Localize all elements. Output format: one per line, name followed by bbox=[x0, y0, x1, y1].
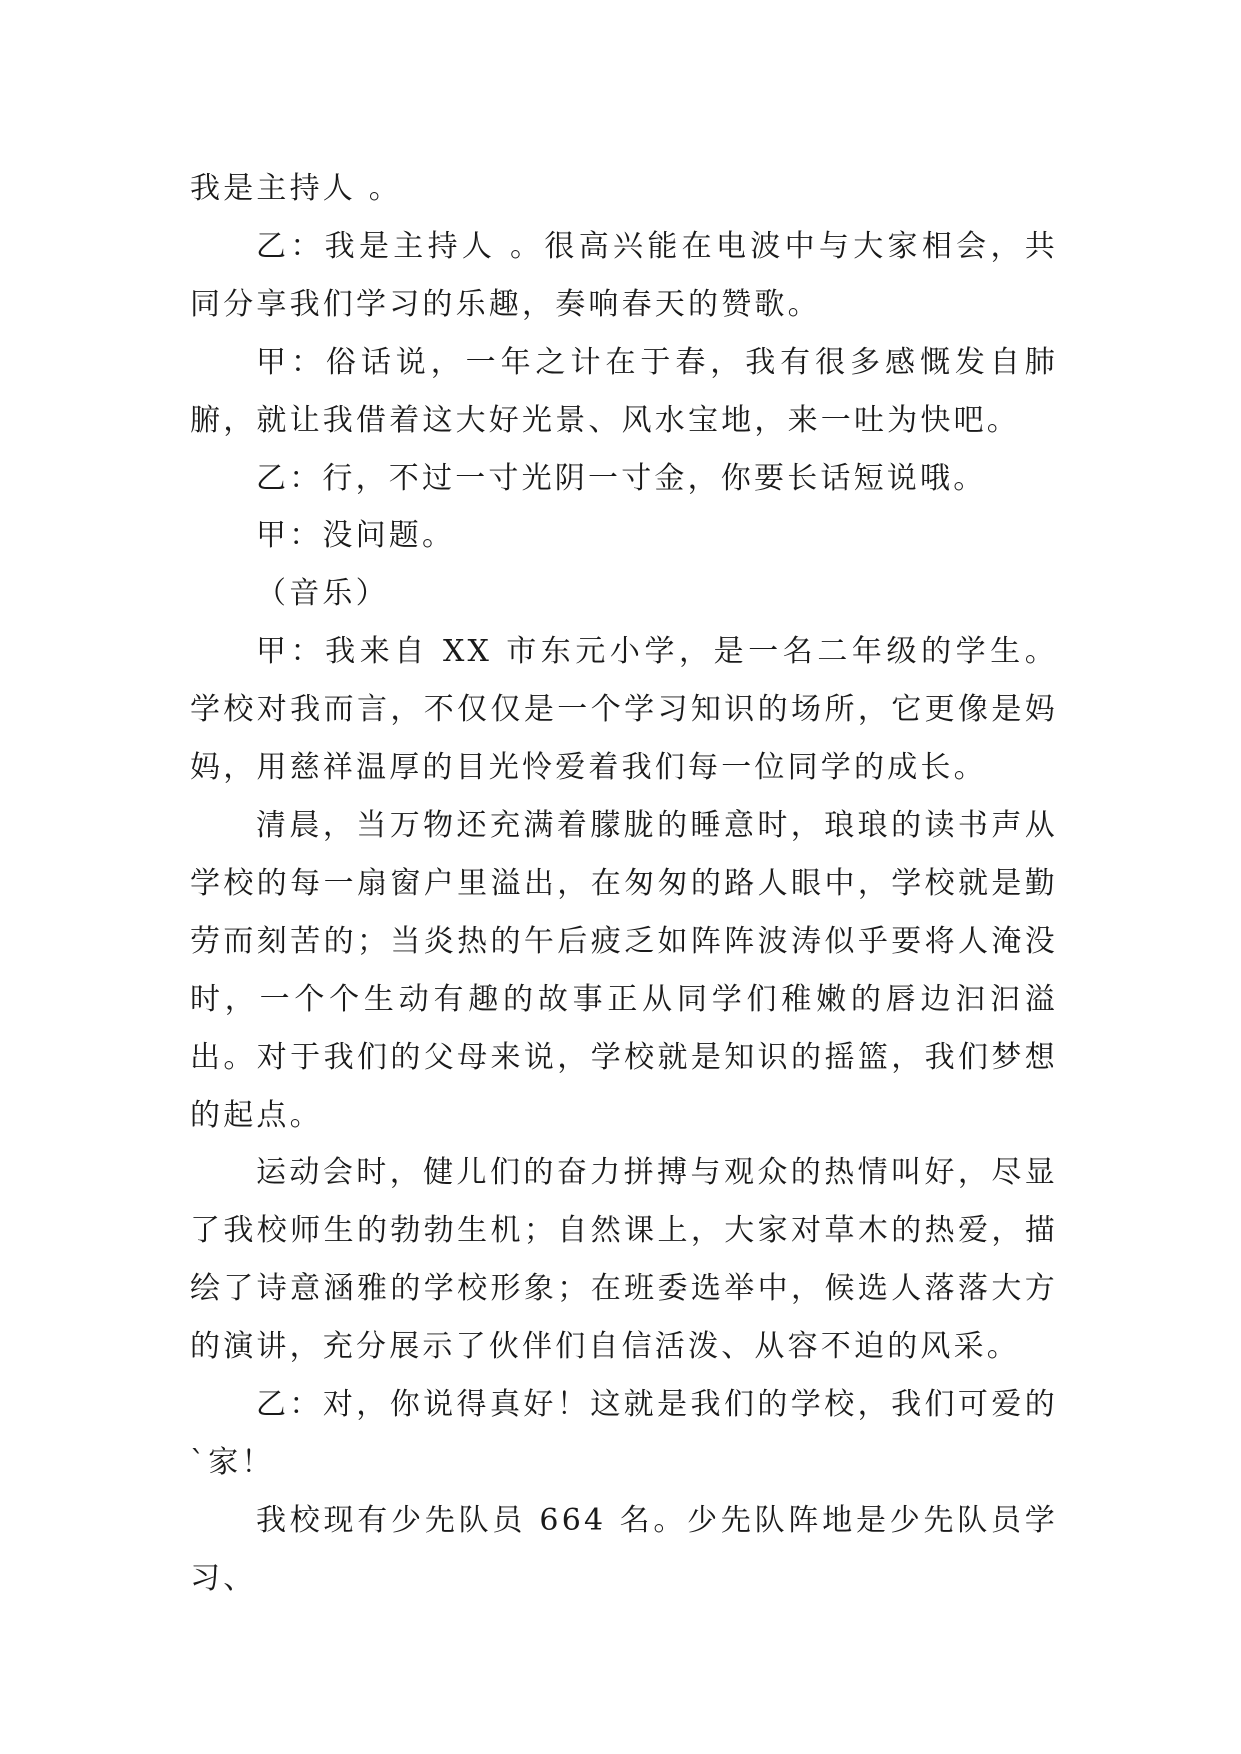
paragraph: 甲：没问题。 bbox=[256, 518, 456, 554]
paragraph: 我是主持人 。 bbox=[190, 171, 402, 206]
paragraph: 乙：行，不过一寸光阴一寸金，你要长话短说哦。 bbox=[256, 460, 987, 496]
paragraph: 乙：我是主持人 。很高兴能在电波中与大家相会，共同分享我们学习的乐趣，奏响春天的赞歌。 bbox=[190, 228, 1058, 322]
paragraph: 甲：俗话说，一年之计在于春，我有很多感慨发自肺腑，就让我借着这大好光景、风水宝地，来一吐为快吧。 bbox=[190, 344, 1058, 438]
document-body bbox=[190, 160, 1058, 1608]
paragraph: 乙：对，你说得真好！这就是我们的学校，我们可爱的`家！ bbox=[190, 1387, 1058, 1480]
paragraph: 甲：我来自 XX 市东元小学，是一名二年级的学生。学校对我而言，不仅仅是一个学习知识的场所，它更像是妈妈，用慈祥温厚的目光怜爱着我们每一位同学的成长。 bbox=[190, 634, 1058, 786]
paragraph: 我校现有少先队员 664 名。少先队阵地是少先队员学习、 bbox=[190, 1502, 1058, 1596]
paragraph: 清晨，当万物还充满着朦胧的睡意时，琅琅的读书声从学校的每一扇窗户里溢出，在匆匆的路人眼中，学校就是勤劳而刻苦的；当炎热的午后疲乏如阵阵波涛似乎要将人淹没时，一个个生动有趣的故事正从同学们稚嫩的唇边汩汩溢出。对于我们的父母来说，学校就是知识的摇篮，我们梦想的起点。 bbox=[190, 807, 1058, 1133]
paragraph: 运动会时，健儿们的奋力拼搏与观众的热情叫好，尽显了我校师生的勃勃生机；自然课上，大家对草木的热爱，描绘了诗意涵雅的学校形象；在班委选举中，候选人落落大方的演讲，充分展示了伙伴们自信活泼、从容不迫的风采。 bbox=[190, 1155, 1058, 1365]
paragraph: （音乐） bbox=[256, 576, 389, 612]
